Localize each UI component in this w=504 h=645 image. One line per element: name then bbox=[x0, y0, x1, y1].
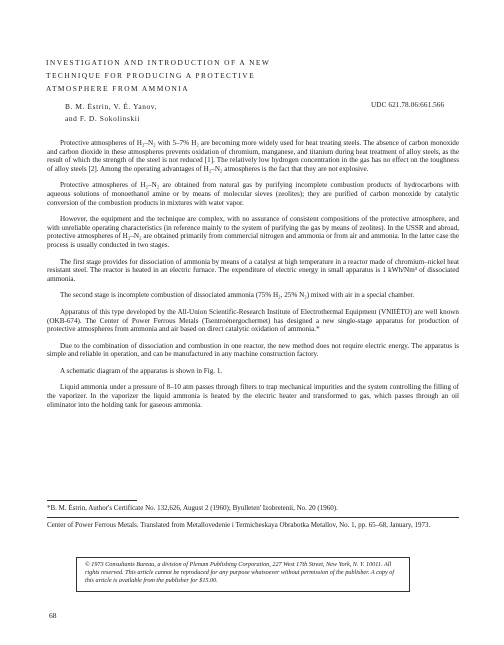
authors-line-2: and F. D. Sokolinskii bbox=[65, 114, 141, 123]
footnote-divider bbox=[47, 500, 137, 501]
copyright-notice: © 1973 Consultants Bureau, a division of Plenum Publishing Corporation, 227 West 17th Street, New York, N. Y. 10011. All rights reserved. This article cannot be reproduced for any purpose whatsoever without permission of the publisher. A copy of this article is available from the publisher for $15.00. bbox=[76, 557, 410, 592]
title-line-2: TECHNIQUE FOR PRODUCING A PROTECTIVE bbox=[46, 71, 256, 80]
article-title bbox=[46, 56, 366, 95]
body-paragraph: Liquid ammonia under a pressure of 8–10 atm passes through filters to trap mechanical impurities and the system controlling the filling of the vaporizer. In the vaporizer the liquid ammonia is heated by the electric heater and transformed to gas, which passes through an oil eliminator into the holding tank for gaseous ammonia. bbox=[47, 383, 459, 409]
title-line-1: INVESTIGATION AND INTRODUCTION OF A NEW bbox=[46, 58, 271, 67]
title-line-3: ATMOSPHERE FROM AMMONIA bbox=[46, 84, 189, 93]
body-paragraph: Apparatus of this type developed by the All-Union Scientific-Research Institute of Electrothermal Equipment (VNIIĖTO) are well known (OKB-674). The Center of Power Ferrous Metals (Tsentroėnergochermet) has designed a new single-stage apparatus for production of protective atmospheres from ammonia and air based on direct catalytic oxidation of ammonia.* bbox=[47, 307, 459, 334]
body-paragraph: Protective atmospheres of H₂–N₂ with 5–7% H₂ are becoming more widely used for heat treating steels. The absence of carbon monoxide and carbon dioxide in these atmospheres prevents oxidation of chromium, manganese, and titanium during heat treatment of alloy steels, as the result of which the strength of the steel is not reduced [1]. The relatively low hydrogen concentration in the gas has no effect on the toughness of alloy steels [2]. Among the operating advantages of H₂–N₂ atmospheres is the fact that they are not explosive. bbox=[47, 139, 459, 173]
udc-code: UDC 621.78.06:661.566 bbox=[371, 101, 445, 109]
body-paragraph: The second stage is incomplete combustion of dissociated ammonia (75% H₂, 25% N₂) mixed with air in a special chamber. bbox=[60, 291, 415, 300]
author-list bbox=[65, 101, 157, 125]
page-number: 68 bbox=[49, 611, 57, 620]
source-divider bbox=[47, 517, 459, 518]
body-paragraph: Protective atmospheres of H₂–N₂ are obtained from natural gas by purifying incomplete combustion products of hydrocarbons with aqueous solutions of monoethanol amine or by means of molecular sieves (zeolites); they are purified of carbon monoxide by catalytic conversion of the combustion products in mixtures with water vapor. bbox=[47, 181, 459, 207]
body-paragraph: The first stage provides for dissociation of ammonia by means of a catalyst at high temperature in a reactor made of chromium–nickel heat resistant steel. The reactor is heated in an electric furnace. The expenditure of electric energy in small apparatus is 1 kWh/Nm³ of dissociated ammonia. bbox=[47, 257, 459, 283]
source-note: Center of Power Ferrous Metals. Translated from Metallovedenie i Termicheskaya Obrabotka Metallov, No. 1, pp. 65–68, January, 1973. bbox=[47, 521, 431, 529]
body-paragraph: A schematic diagram of the apparatus is shown in Fig. 1. bbox=[60, 366, 223, 375]
body-paragraph: Due to the combination of dissociation and combustion in one reactor, the new method does not require electric energy. The apparatus is simple and reliable in operation, and can be manufactured in any machine construction factory. bbox=[47, 341, 459, 359]
footnote: *B. M. Ėstrin, Author's Certificate No. 132,626, August 2 (1960); Byulleten' Izobretenii, No. 20 (1960). bbox=[47, 504, 338, 512]
body-paragraph: However, the equipment and the technique are complex, with no assurance of consistent compositions of the protective atmosphere, and with unreliable operating characteristics (in reference mainly to the system of purifying the gas by means of zeolites). In the USSR and abroad, protective atmospheres of H₂–N₂ are obtained primarily from commercial nitrogen and ammonia or from air and ammonia. In the latter case the process is usually conducted in two stages. bbox=[47, 215, 459, 249]
article-body bbox=[47, 139, 459, 417]
authors-line-1: B. M. Ėstrin, V. É. Yanov, bbox=[65, 102, 158, 111]
